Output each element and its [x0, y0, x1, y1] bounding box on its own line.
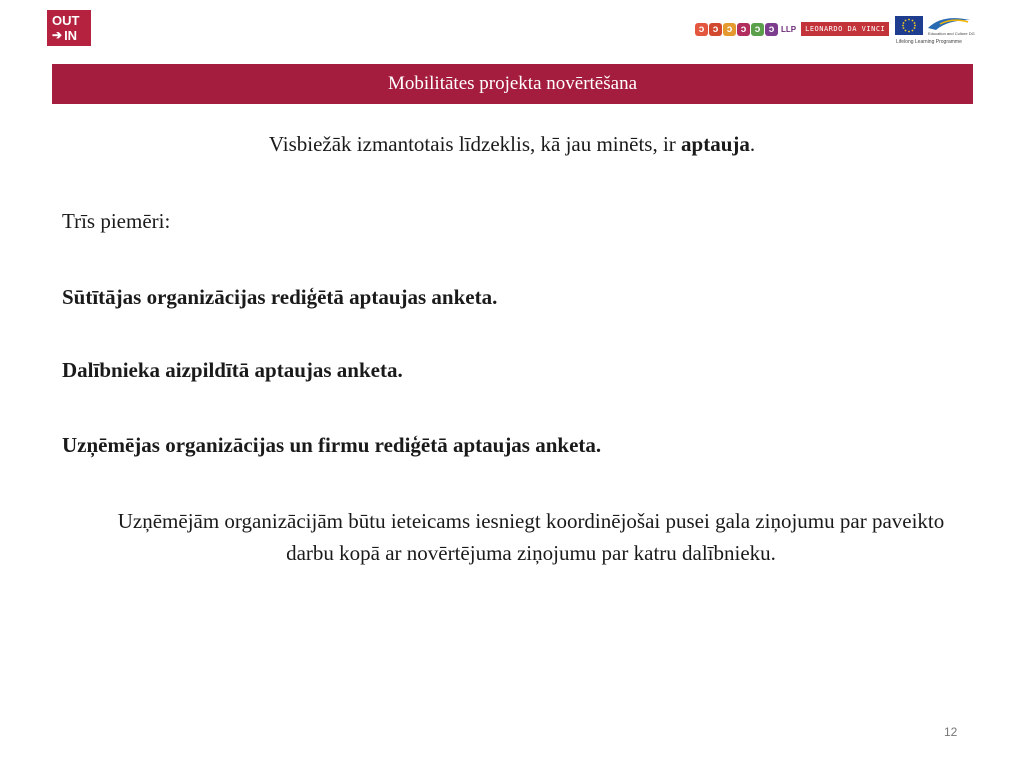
intro-paragraph — [0, 128, 1024, 160]
spiral-icon: ɔ — [751, 23, 764, 36]
spiral-icon: ɔ — [723, 23, 736, 36]
llp-caption: Lifelong Learning Programme — [896, 39, 962, 45]
example-item-2: Dalībnieka aizpildītā aptaujas anketa. — [62, 358, 403, 382]
spiral-icon: ɔ — [695, 23, 708, 36]
spiral-icon: ɔ — [709, 23, 722, 36]
spiral-icon: ɔ — [737, 23, 750, 36]
closing-paragraph: Uzņēmējām organizācijām būtu ieteicams iesniegt koordinējošai pusei gala ziņojumu par paveikto darbu kopā ar novērtējuma ziņojumu par katru dalībnieku. — [117, 509, 945, 565]
intro-period: . — [749, 132, 756, 156]
arrow-right-icon: ➔ — [52, 28, 63, 42]
example-item-3: Uzņēmējas organizācijas un firmu rediģētā aptaujas anketa. — [62, 433, 602, 457]
intro-text: Visbiežāk izmantotais līdzeklis, kā jau minēts, ir — [268, 132, 682, 156]
intro-bold-term: aptauja — [681, 132, 750, 156]
example-item-1: Sūtītājas organizācijas rediģētā aptaujas anketa. — [62, 285, 498, 309]
out-in-logo — [47, 10, 91, 46]
examples-label: Trīs piemēri: — [62, 209, 171, 233]
page-number: 12 — [944, 725, 958, 739]
slide-title: Mobilitātes projekta novērtēšana — [52, 64, 973, 104]
llp-bird-logo — [926, 14, 972, 32]
logo-out-text: OUT — [52, 13, 80, 28]
eu-caption: Education and Culture DG — [928, 31, 975, 36]
logo-in-text: IN — [64, 28, 78, 43]
spiral-icon: ɔ — [765, 23, 778, 36]
eu-flag-icon — [895, 16, 923, 35]
leonardo-logo — [695, 21, 889, 37]
llp-label: LLP — [781, 24, 797, 34]
leonardo-banner: LEONARDO DA VINCI — [801, 22, 889, 36]
